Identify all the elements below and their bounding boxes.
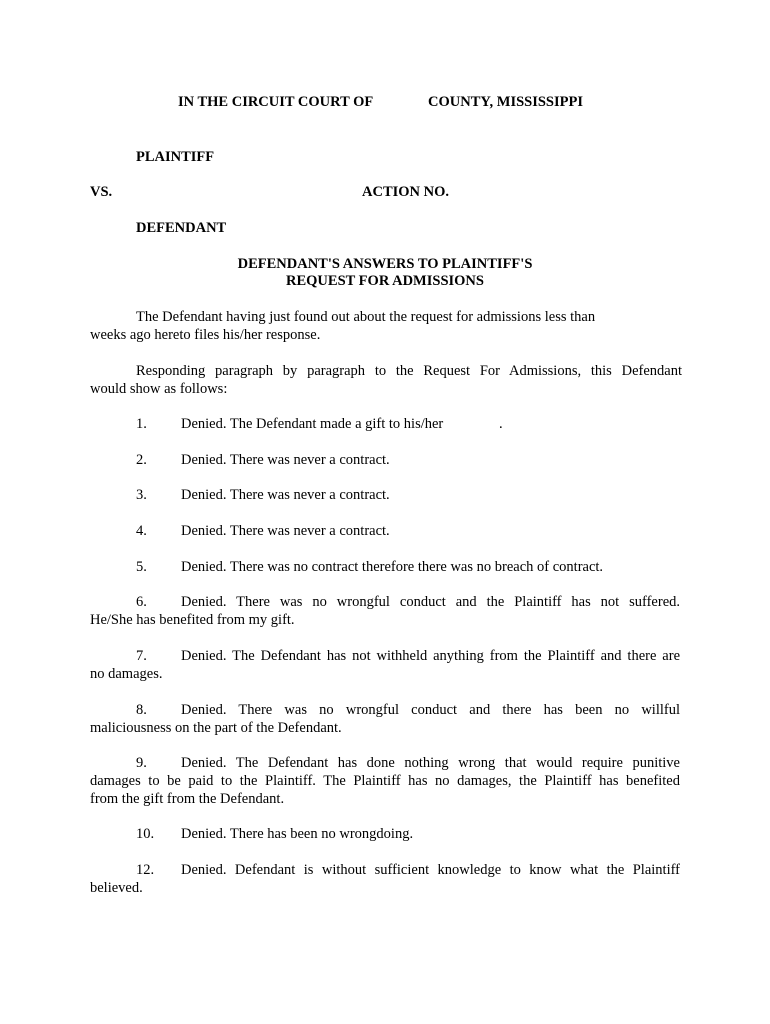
- answer-10-number: 10.: [136, 826, 155, 842]
- answer-7-continuation: no damages.: [90, 666, 163, 682]
- answer-3-text: Denied. There was never a contract.: [181, 487, 390, 503]
- answer-4-number: 4.: [136, 523, 147, 539]
- answer-1-trailing-period: .: [499, 416, 503, 432]
- answer-9-third-line: from the gift from the Defendant.: [90, 791, 285, 807]
- answer-3-number: 3.: [136, 487, 147, 503]
- answer-12-continuation: believed.: [90, 880, 143, 896]
- answer-12-first-line: Denied. Defendant is without sufficient knowledge to know what the Plaintiff: [181, 862, 680, 878]
- answer-7-first-line: Denied. The Defendant has not withheld anything from the Plaintiff and there are: [181, 648, 680, 664]
- answer-5-number: 5.: [136, 559, 147, 575]
- answer-2-text: Denied. There was never a contract.: [181, 452, 390, 468]
- versus-label: VS.: [90, 184, 113, 200]
- document-title-line2: REQUEST FOR ADMISSIONS: [286, 273, 484, 289]
- answer-8-number: 8.: [136, 702, 147, 718]
- answer-9-first-line: Denied. The Defendant has done nothing wrong that would require punitive: [181, 755, 680, 771]
- answer-1-number: 1.: [136, 416, 147, 432]
- plaintiff-label: PLAINTIFF: [136, 149, 215, 165]
- document-title-line1: DEFENDANT'S ANSWERS TO PLAINTIFF'S: [237, 256, 533, 272]
- intro-paragraph-1-first-line: The Defendant having just found out about the request for admissions less than: [136, 309, 596, 325]
- answer-8-continuation: maliciousness on the part of the Defendant.: [90, 720, 342, 736]
- intro-paragraph-2-first-line: Responding paragraph by paragraph to the Request For Admissions, this Defendant: [136, 363, 682, 379]
- answer-6-continuation: He/She has benefited from my gift.: [90, 612, 295, 628]
- answer-7-number: 7.: [136, 648, 147, 664]
- answer-6-number: 6.: [136, 594, 147, 610]
- intro-paragraph-2-rest: would show as follows:: [90, 381, 228, 397]
- answer-4-text: Denied. There was never a contract.: [181, 523, 390, 539]
- intro-paragraph-1-rest: weeks ago hereto files his/her response.: [90, 327, 321, 343]
- answer-9-second-line: damages to be paid to the Plaintiff. The Plaintiff has no damages, the Plaintiff has benefited: [90, 773, 680, 789]
- answer-10-text: Denied. There has been no wrongdoing.: [181, 826, 414, 842]
- answer-2-number: 2.: [136, 452, 147, 468]
- answer-5-text: Denied. There was no contract therefore there was no breach of contract.: [181, 559, 604, 575]
- answer-1-text: Denied. The Defendant made a gift to his/her: [181, 416, 444, 432]
- answer-6-first-line: Denied. There was no wrongful conduct and the Plaintiff has not suffered.: [181, 594, 680, 610]
- answer-9-number: 9.: [136, 755, 147, 771]
- court-name-right: COUNTY, MISSISSIPPI: [428, 94, 583, 110]
- court-name-left: IN THE CIRCUIT COURT OF: [178, 94, 374, 110]
- action-number-label: ACTION NO.: [362, 184, 450, 200]
- answer-8-first-line: Denied. There was no wrongful conduct and there has been no willful: [181, 702, 680, 718]
- answer-12-number: 12.: [136, 862, 155, 878]
- defendant-label: DEFENDANT: [136, 220, 227, 236]
